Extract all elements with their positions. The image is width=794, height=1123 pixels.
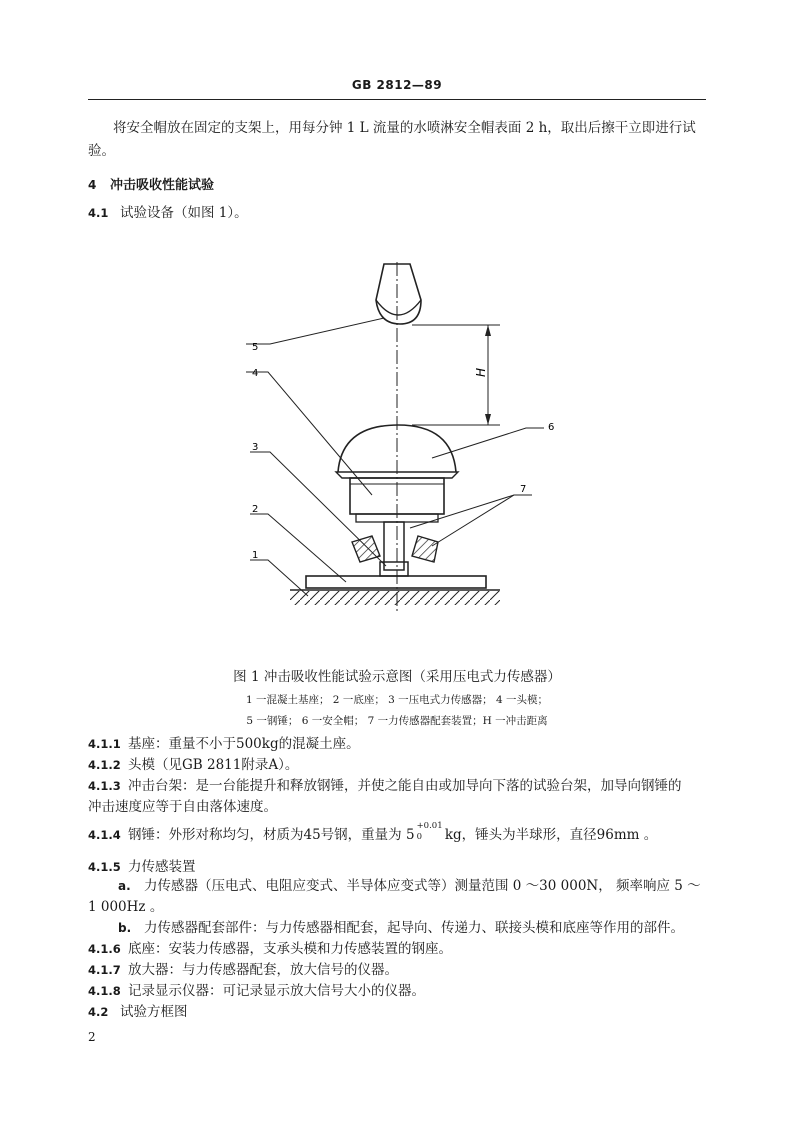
clause-number: 4.2 bbox=[88, 1005, 109, 1019]
item-a bbox=[118, 877, 701, 895]
clause-text: 底座：安装力传感器，支承头模和力传感装置的钢座。 bbox=[128, 941, 452, 957]
clause-4-1-8 bbox=[88, 982, 425, 1000]
hammer-head bbox=[376, 300, 421, 315]
clause-text: 力传感装置 bbox=[128, 859, 196, 875]
item-label: b. bbox=[118, 921, 132, 935]
clause-number: 4.1 bbox=[88, 206, 109, 220]
sensor-column bbox=[384, 522, 404, 570]
mass-tolerance bbox=[415, 821, 443, 842]
clause-4-1-3-cont: 冲击速度应等于自由落体速度。 bbox=[88, 799, 277, 815]
label-1: 1 bbox=[252, 550, 259, 561]
dim-arrow-down bbox=[485, 414, 491, 425]
dim-arrow-up bbox=[485, 325, 491, 336]
page-number: 2 bbox=[88, 1030, 96, 1044]
intro-line-2: 验。 bbox=[88, 143, 115, 159]
figure-1-diagram bbox=[230, 250, 560, 620]
leader-2 bbox=[250, 514, 346, 582]
clause-4-2 bbox=[88, 1003, 188, 1021]
clause-number: 4.1.5 bbox=[88, 860, 121, 874]
label-H: H bbox=[474, 367, 488, 377]
figure-legend-line-1: 1 一混凝土基座； 2 一底座； 3 一压电式力传感器； 4 一头模； bbox=[245, 694, 549, 706]
clause-text: 基座：重量不小于500kg的混凝土座。 bbox=[128, 736, 360, 752]
leader-7a bbox=[410, 495, 532, 528]
accessory-left bbox=[352, 536, 380, 562]
item-a-cont: 1 000Hz 。 bbox=[88, 899, 164, 915]
clause-4-1 bbox=[88, 204, 248, 222]
item-b bbox=[118, 919, 684, 937]
page-header: GB 2812—89 bbox=[351, 78, 443, 92]
clause-number: 4.1.7 bbox=[88, 963, 121, 977]
figure-legend-line-2: 5 一钢锤； 6 一安全帽； 7 一力传感器配套装置；H 一冲击距离 bbox=[246, 715, 548, 727]
clause-text: 记录显示仪器：可记录显示放大信号大小的仪器。 bbox=[128, 983, 425, 999]
clause-number: 4.1.8 bbox=[88, 984, 121, 998]
clause-4-1-5 bbox=[88, 858, 196, 876]
leader-6 bbox=[432, 428, 544, 458]
clause-text: 冲击台架：是一台能提升和释放钢锤，并使之能自由或加导向下落的试验台架，加导向钢锤的 bbox=[128, 778, 682, 794]
label-5: 5 bbox=[252, 342, 259, 353]
label-6: 6 bbox=[548, 422, 555, 433]
item-text: 力传感器（压电式、电阻应变式、半导体应变式等）测量范围 0 ～30 000N， 频率响应 5 ～ bbox=[144, 878, 701, 894]
clause-4-1-4 bbox=[88, 821, 658, 844]
clause-number: 4.1.3 bbox=[88, 779, 121, 793]
clause-4-1-3 bbox=[88, 777, 682, 795]
clause-4-1-1 bbox=[88, 735, 360, 753]
clause-4-1-6 bbox=[88, 940, 452, 958]
clause-text: 钢锤：外形对称均匀，材质为45号钢，重量为 5 bbox=[128, 827, 415, 843]
clause-text: 试验方框图 bbox=[120, 1004, 188, 1020]
figure-caption: 图 1 冲击吸收性能试验示意图（采用压电式力传感器） bbox=[233, 669, 561, 685]
item-label: a. bbox=[118, 879, 131, 893]
base-plate bbox=[306, 576, 486, 588]
clause-number: 4.1.4 bbox=[88, 828, 121, 842]
intro-line-1: 将安全帽放在固定的支架上，用每分钟 1 L 流量的水喷淋安全帽表面 2 h，取出后擦干立即进行试 bbox=[113, 120, 696, 136]
clause-text: 放大器：与力传感器配套，放大信号的仪器。 bbox=[128, 962, 398, 978]
section-number: 4 bbox=[88, 178, 97, 192]
section-4-heading bbox=[88, 176, 214, 195]
clause-text-end: kg，锤头为半球形，直径96mm 。 bbox=[440, 827, 658, 843]
clause-4-1-2 bbox=[88, 756, 298, 774]
header-rule bbox=[88, 99, 706, 100]
ground-hatch bbox=[290, 591, 500, 605]
clause-number: 4.1.2 bbox=[88, 758, 121, 772]
clause-4-1-7 bbox=[88, 961, 398, 979]
item-text: 力传感器配套部件：与力传感器相配套，起导向、传递力、联接头模和底座等作用的部件。 bbox=[144, 920, 684, 936]
accessory-right bbox=[412, 536, 438, 562]
label-4: 4 bbox=[252, 368, 259, 379]
clause-number: 4.1.1 bbox=[88, 737, 121, 751]
clause-text: 试验设备（如图 1）。 bbox=[120, 205, 248, 221]
section-title: 冲击吸收性能试验 bbox=[110, 178, 215, 193]
label-3: 3 bbox=[252, 442, 259, 453]
leader-4 bbox=[246, 372, 372, 495]
tolerance-upper: +0.01 bbox=[416, 821, 443, 831]
tolerance-lower: 0 bbox=[416, 832, 422, 842]
clause-number: 4.1.6 bbox=[88, 942, 121, 956]
label-7: 7 bbox=[520, 484, 527, 495]
leader-5 bbox=[246, 318, 384, 344]
label-2: 2 bbox=[252, 504, 259, 515]
clause-text: 头模（见GB 2811附录A）。 bbox=[128, 757, 299, 773]
